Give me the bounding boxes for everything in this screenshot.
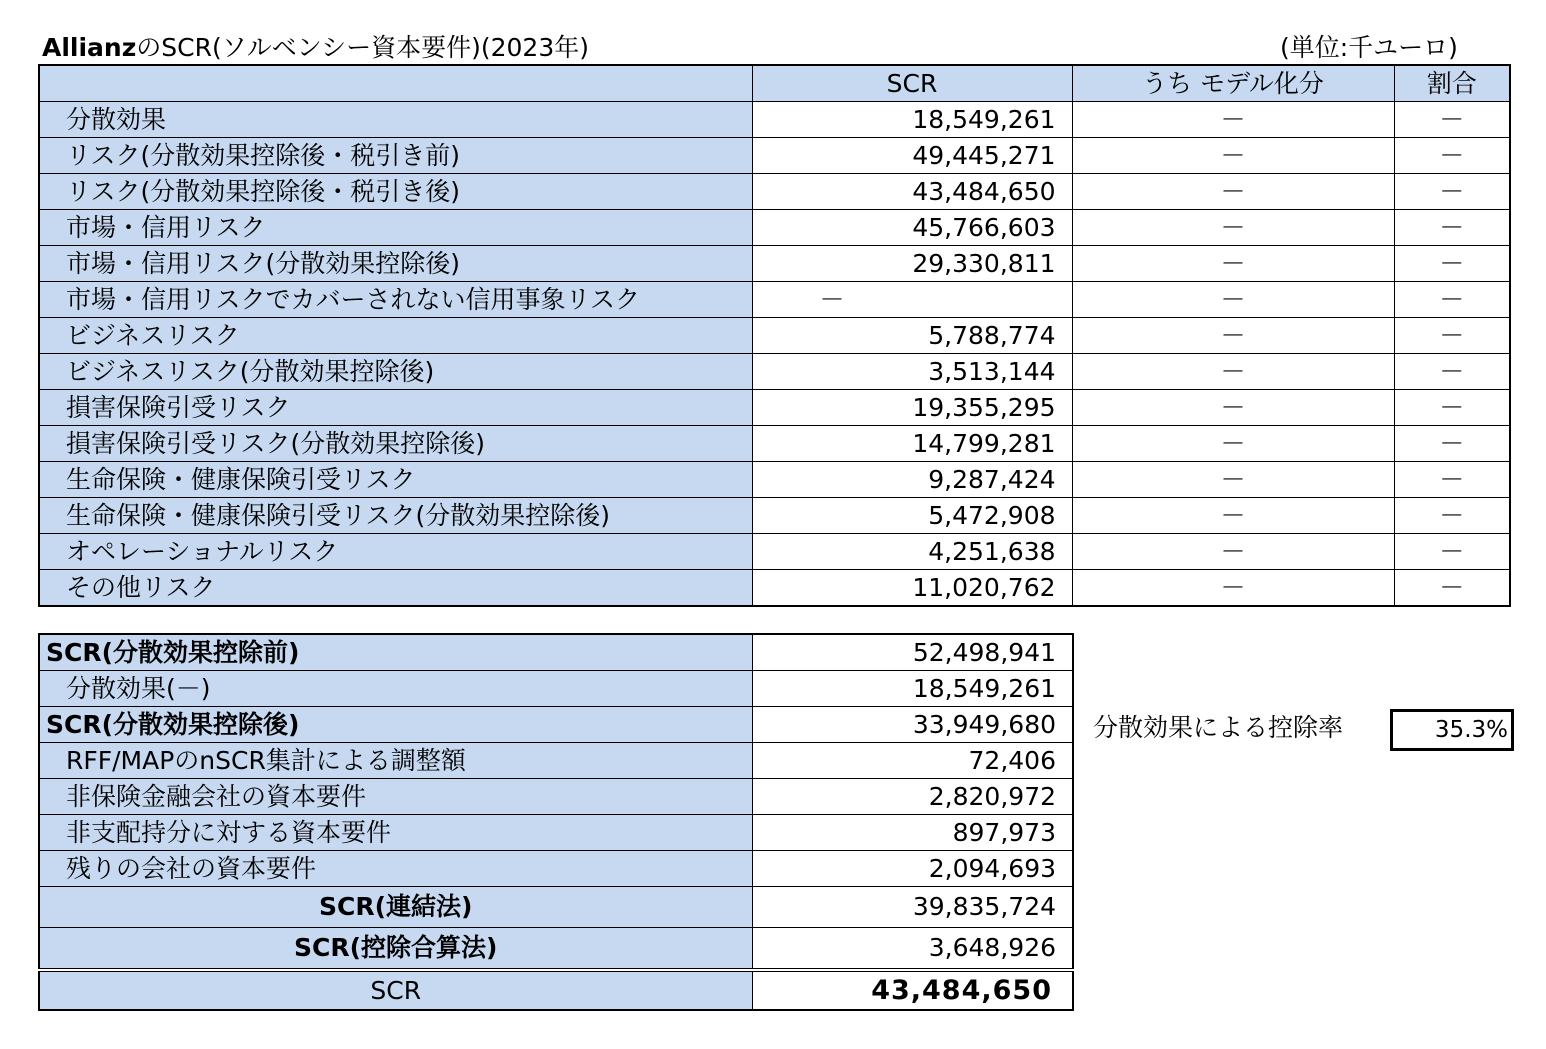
- row-label: リスク(分散効果控除後・税引き後): [39, 174, 752, 210]
- summary-row: [39, 815, 1073, 851]
- row-model: －: [1072, 282, 1394, 318]
- summary-value: 18,549,261: [752, 671, 1073, 707]
- row-model: －: [1072, 138, 1394, 174]
- summary-row: [39, 743, 1073, 779]
- summary-value: 72,406: [752, 743, 1073, 779]
- row-scr: 43,484,650: [752, 174, 1072, 210]
- row-scr: 19,355,295: [752, 390, 1072, 426]
- summary-value: 3,648,926: [752, 928, 1073, 971]
- table-row: [39, 318, 1510, 354]
- row-model: －: [1072, 246, 1394, 282]
- summary-total-label: SCR: [39, 970, 752, 1010]
- row-ratio: －: [1394, 354, 1510, 390]
- row-model: －: [1072, 462, 1394, 498]
- summary-value: 52,498,941: [752, 634, 1073, 671]
- summary-label: RFF/MAPのnSCR集計による調整額: [39, 743, 752, 779]
- row-scr: 45,766,603: [752, 210, 1072, 246]
- summary-row: [39, 671, 1073, 707]
- table-row: [39, 138, 1510, 174]
- row-ratio: －: [1394, 318, 1510, 354]
- row-label: 損害保険引受リスク: [39, 390, 752, 426]
- row-scr: 3,513,144: [752, 354, 1072, 390]
- row-scr: 9,287,424: [752, 462, 1072, 498]
- summary-label: SCR(分散効果控除前): [39, 634, 752, 671]
- table-row: [39, 462, 1510, 498]
- row-label: オペレーショナルリスク: [39, 534, 752, 570]
- header-ratio: 割合: [1394, 65, 1510, 102]
- summary-label: 非支配持分に対する資本要件: [39, 815, 752, 851]
- title-brand: Allianz: [42, 33, 137, 62]
- row-label: 損害保険引受リスク(分散効果控除後): [39, 426, 752, 462]
- summary-total-row: [39, 970, 1073, 1010]
- table-row: [39, 210, 1510, 246]
- row-ratio: －: [1394, 174, 1510, 210]
- row-ratio: －: [1394, 102, 1510, 138]
- row-ratio: －: [1394, 282, 1510, 318]
- summary-value: 33,949,680: [752, 707, 1073, 743]
- row-ratio: －: [1394, 390, 1510, 426]
- row-model: －: [1072, 426, 1394, 462]
- summary-row: [39, 707, 1073, 743]
- table-row: [39, 246, 1510, 282]
- row-label: リスク(分散効果控除後・税引き前): [39, 138, 752, 174]
- row-scr: 29,330,811: [752, 246, 1072, 282]
- row-label: 市場・信用リスク(分散効果控除後): [39, 246, 752, 282]
- row-model: －: [1072, 570, 1394, 607]
- row-label: ビジネスリスク: [39, 318, 752, 354]
- table-row: [39, 570, 1510, 607]
- table-row: [39, 498, 1510, 534]
- deduction-rate-value: 35.3%: [1390, 709, 1514, 751]
- row-model: －: [1072, 354, 1394, 390]
- row-scr: 18,549,261: [752, 102, 1072, 138]
- row-model: －: [1072, 390, 1394, 426]
- summary-value: 897,973: [752, 815, 1073, 851]
- summary-value: 2,820,972: [752, 779, 1073, 815]
- row-scr: －: [752, 282, 1072, 318]
- row-ratio: －: [1394, 138, 1510, 174]
- summary-value: 39,835,724: [752, 887, 1073, 928]
- table-row: [39, 174, 1510, 210]
- row-label: 生命保険・健康保険引受リスク: [39, 462, 752, 498]
- summary-label: SCR(分散効果控除後): [39, 707, 752, 743]
- table-row: [39, 354, 1510, 390]
- summary-row: [39, 851, 1073, 887]
- row-model: －: [1072, 102, 1394, 138]
- summary-label: SCR(連結法): [39, 887, 752, 928]
- table-row: [39, 426, 1510, 462]
- row-model: －: [1072, 498, 1394, 534]
- table-row: [39, 390, 1510, 426]
- row-scr: 5,788,774: [752, 318, 1072, 354]
- table-row: [39, 534, 1510, 570]
- header-row: [39, 65, 1510, 102]
- row-label: ビジネスリスク(分散効果控除後): [39, 354, 752, 390]
- risk-breakdown-table: [38, 64, 1511, 607]
- summary-label: SCR(控除合算法): [39, 928, 752, 971]
- unit-label: (単位:千ユーロ): [1280, 33, 1458, 62]
- row-scr: 11,020,762: [752, 570, 1072, 607]
- scr-summary-table: [38, 633, 1074, 1011]
- summary-total-value: 43,484,650: [752, 970, 1073, 1010]
- summary-row: [39, 779, 1073, 815]
- summary-label: 残りの会社の資本要件: [39, 851, 752, 887]
- row-scr: 49,445,271: [752, 138, 1072, 174]
- row-label: 市場・信用リスク: [39, 210, 752, 246]
- summary-label: 分散効果(－): [39, 671, 752, 707]
- summary-row: [39, 634, 1073, 671]
- row-ratio: －: [1394, 246, 1510, 282]
- header-blank: [39, 65, 752, 102]
- row-label: 市場・信用リスクでカバーされない信用事象リスク: [39, 282, 752, 318]
- title-text: のSCR(ソルベンシー資本要件)(2023年): [136, 33, 589, 62]
- row-ratio: －: [1394, 210, 1510, 246]
- table-title: [42, 33, 589, 63]
- row-ratio: －: [1394, 498, 1510, 534]
- row-scr: 4,251,638: [752, 534, 1072, 570]
- row-scr: 5,472,908: [752, 498, 1072, 534]
- deduction-rate-label: 分散効果による控除率: [1093, 713, 1344, 742]
- summary-label: 非保険金融会社の資本要件: [39, 779, 752, 815]
- summary-value: 2,094,693: [752, 851, 1073, 887]
- row-ratio: －: [1394, 426, 1510, 462]
- row-label: 分散効果: [39, 102, 752, 138]
- row-ratio: －: [1394, 534, 1510, 570]
- row-ratio: －: [1394, 462, 1510, 498]
- row-model: －: [1072, 210, 1394, 246]
- summary-row: [39, 887, 1073, 928]
- row-scr: 14,799,281: [752, 426, 1072, 462]
- row-model: －: [1072, 174, 1394, 210]
- header-scr: SCR: [752, 65, 1072, 102]
- row-model: －: [1072, 318, 1394, 354]
- row-ratio: －: [1394, 570, 1510, 607]
- summary-row: [39, 928, 1073, 971]
- table-row: [39, 282, 1510, 318]
- table-row: [39, 102, 1510, 138]
- row-label: その他リスク: [39, 570, 752, 607]
- row-model: －: [1072, 534, 1394, 570]
- header-model: うち モデル化分: [1072, 65, 1394, 102]
- row-label: 生命保険・健康保険引受リスク(分散効果控除後): [39, 498, 752, 534]
